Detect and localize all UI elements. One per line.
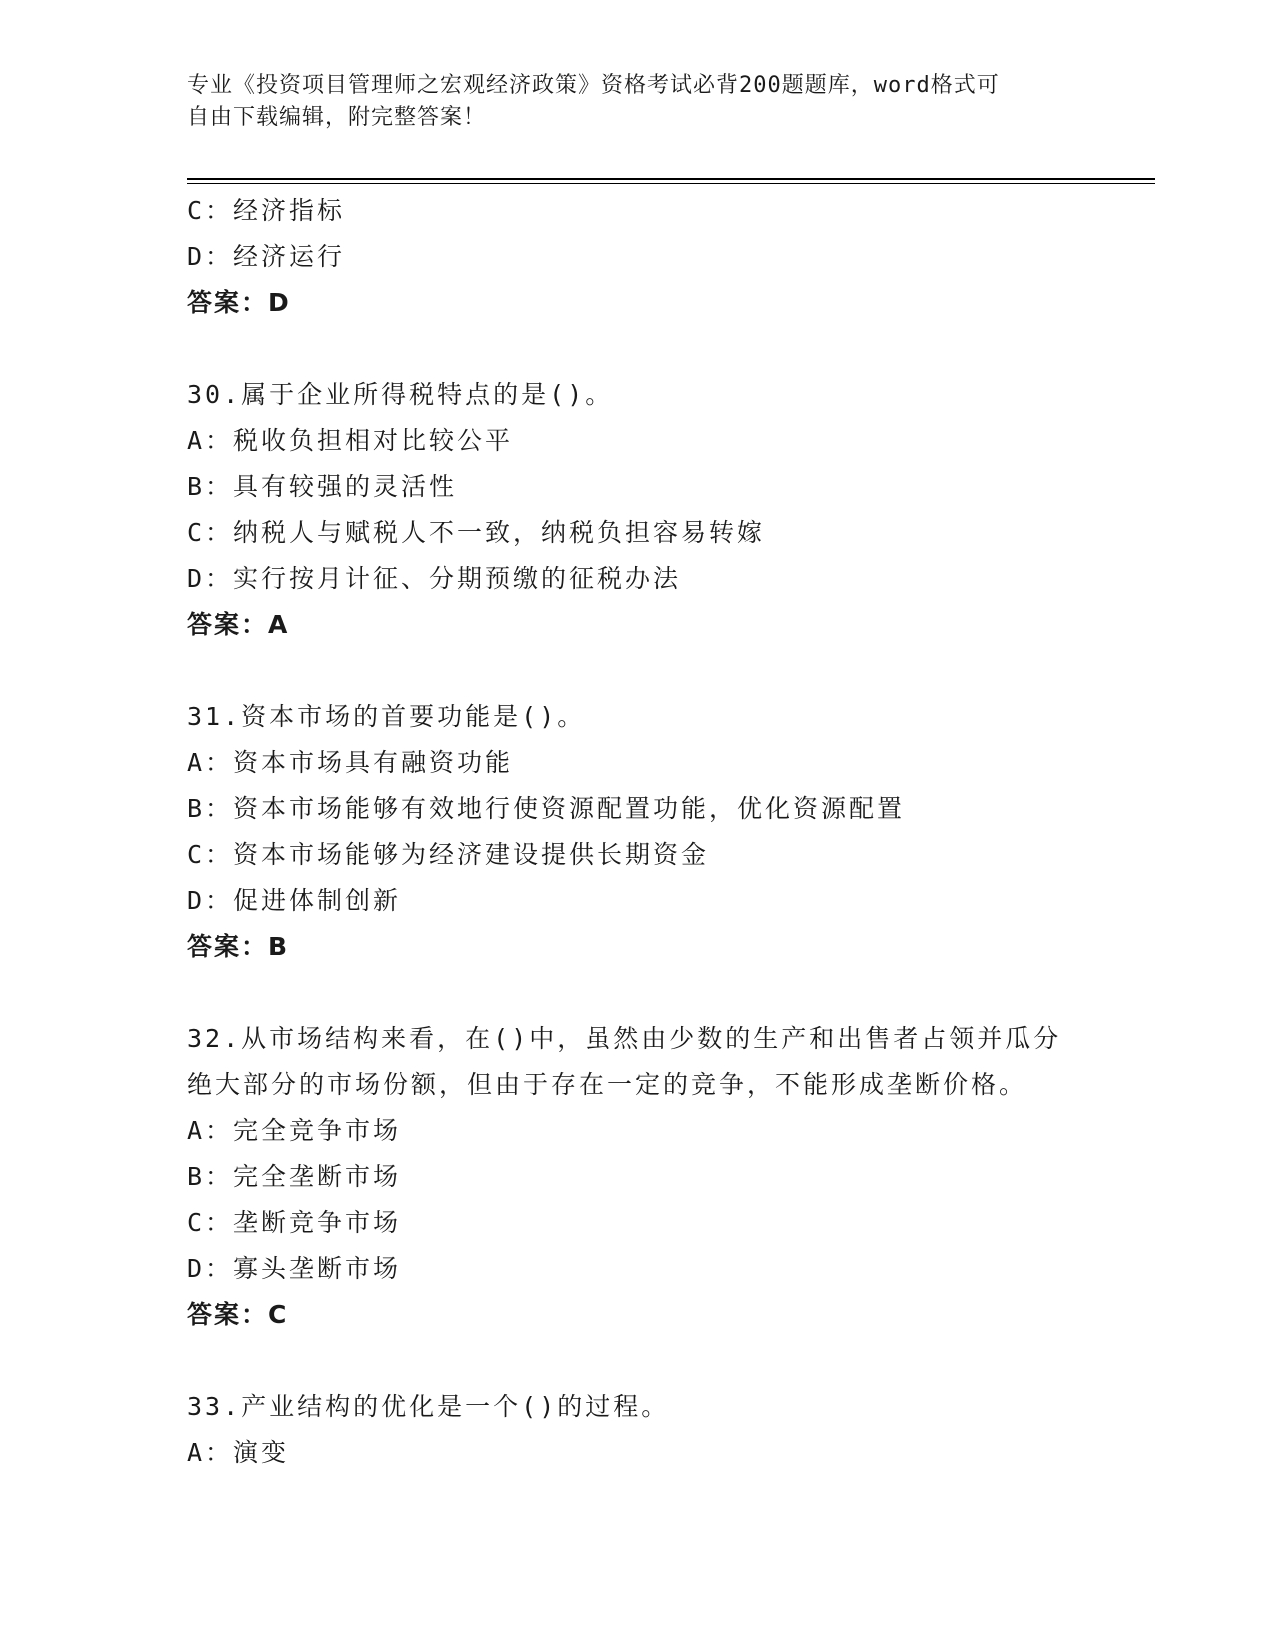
option-a: A：资本市场具有融资功能	[187, 748, 514, 777]
option-b: B：资本市场能够有效地行使资源配置功能，优化资源配置	[187, 794, 906, 823]
question-33	[187, 1384, 1087, 1476]
spacer	[187, 326, 1087, 372]
question-32	[187, 1016, 1087, 1338]
spacer	[187, 970, 1087, 1016]
header-divider-thick	[187, 178, 1155, 180]
spacer	[187, 1338, 1087, 1384]
option-d: D：实行按月计征、分期预缴的征税办法	[187, 564, 682, 593]
header-divider-thin	[187, 183, 1155, 184]
question-stem-line-2: 绝大部分的市场份额，但由于存在一定的竞争，不能形成垄断价格。	[187, 1070, 1028, 1099]
document-header	[187, 70, 1067, 134]
option-c: C：经济指标	[187, 196, 346, 225]
question-stem: 33.产业结构的优化是一个()的过程。	[187, 1392, 670, 1421]
spacer	[187, 648, 1087, 694]
question-stem: 31.资本市场的首要功能是()。	[187, 702, 586, 731]
option-b: B：具有较强的灵活性	[187, 472, 458, 501]
question-stem-line-1: 32.从市场结构来看，在()中，虽然由少数的生产和出售者占领并瓜分	[187, 1024, 1062, 1053]
question-31	[187, 694, 1087, 970]
option-b: B：完全垄断市场	[187, 1162, 402, 1191]
question-29-carryover	[187, 188, 1087, 326]
question-stem: 30.属于企业所得税特点的是()。	[187, 380, 614, 409]
option-a: A：演变	[187, 1438, 290, 1467]
header-line-1: 专业《投资项目管理师之宏观经济政策》资格考试必背200题题库，word格式可	[187, 73, 1000, 98]
answer-line: 答案：D	[187, 288, 291, 317]
option-d: D：经济运行	[187, 242, 346, 271]
question-content	[187, 188, 1087, 1476]
answer-line: 答案：B	[187, 932, 290, 961]
option-d: D：促进体制创新	[187, 886, 402, 915]
option-c: C：资本市场能够为经济建设提供长期资金	[187, 840, 710, 869]
option-c: C：纳税人与赋税人不一致，纳税负担容易转嫁	[187, 518, 766, 547]
option-d: D：寡头垄断市场	[187, 1254, 402, 1283]
option-a: A：完全竞争市场	[187, 1116, 402, 1145]
answer-line: 答案：C	[187, 1300, 289, 1329]
answer-line: 答案：A	[187, 610, 290, 639]
question-30	[187, 372, 1087, 648]
option-a: A：税收负担相对比较公平	[187, 426, 514, 455]
option-c: C：垄断竞争市场	[187, 1208, 402, 1237]
header-line-2: 自由下载编辑，附完整答案！	[187, 105, 487, 130]
